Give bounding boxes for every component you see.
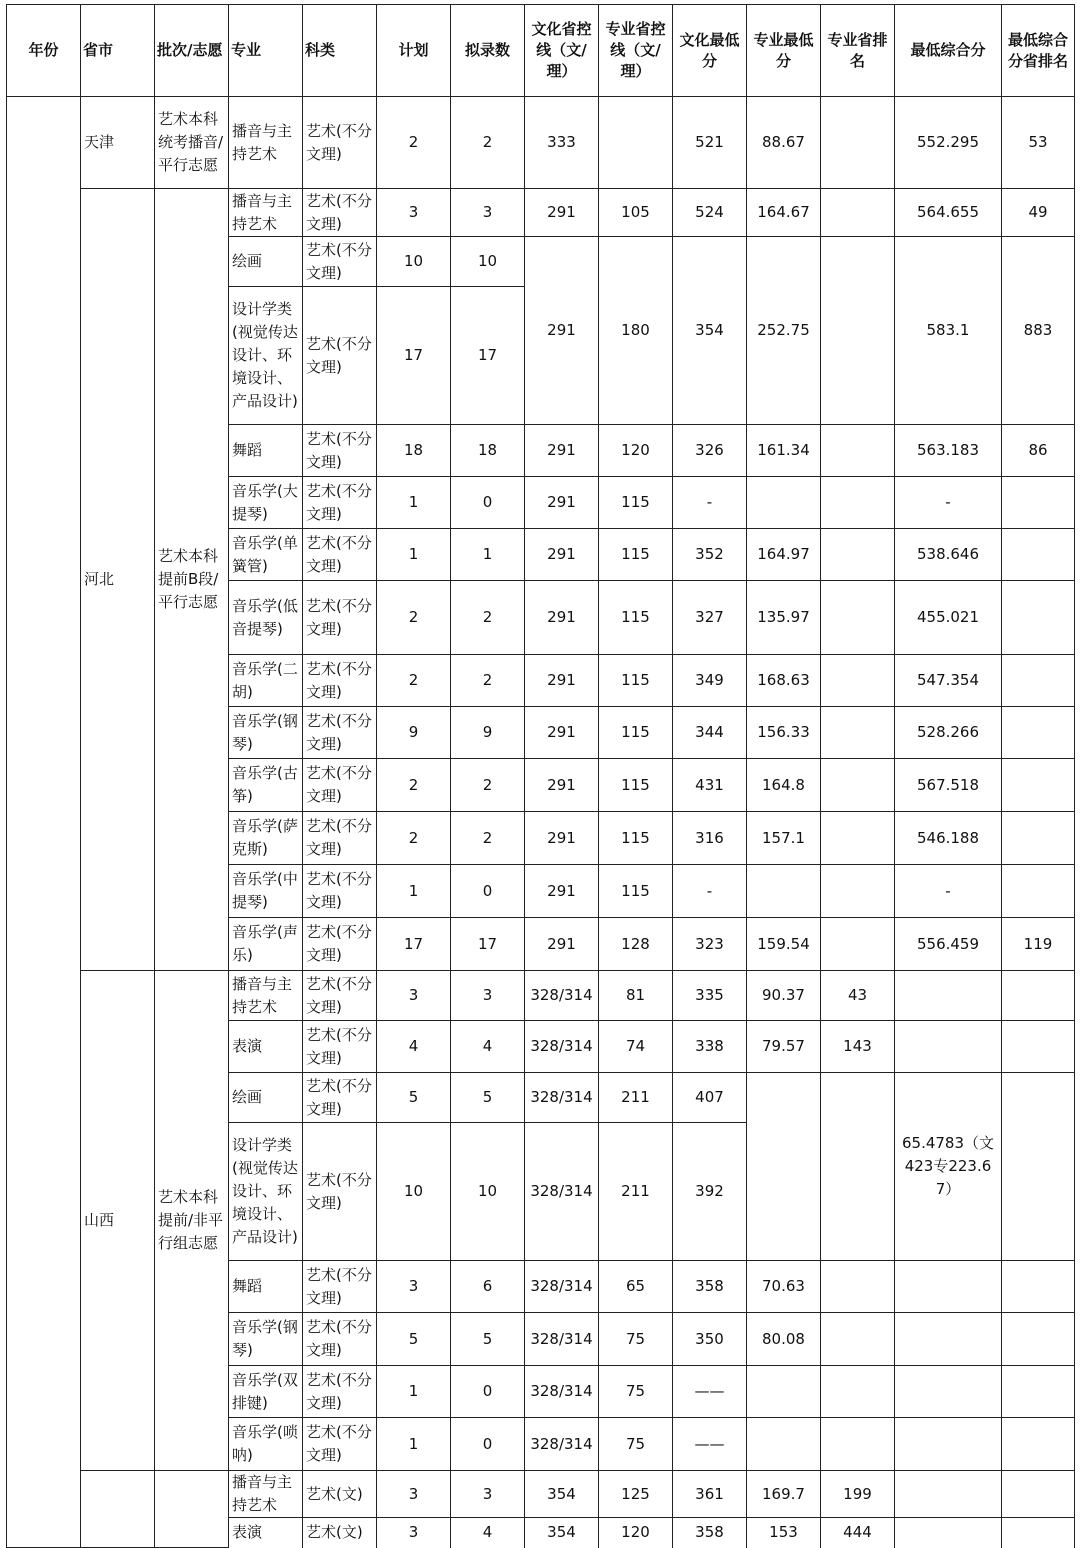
plan-cell: 4 <box>377 1021 451 1073</box>
culture-control-cell: 291 <box>525 812 599 865</box>
major-control-cell: 115 <box>599 865 673 918</box>
major-min-cell: 164.8 <box>747 759 821 812</box>
header-plan: 计划 <box>377 5 451 97</box>
culture-min-cell: 323 <box>673 918 747 971</box>
major-cell: 播音与主持艺术 <box>229 97 303 189</box>
major-min-cell: 169.7 <box>747 1471 821 1518</box>
plan-cell: 2 <box>377 812 451 865</box>
culture-min-cell: 338 <box>673 1021 747 1073</box>
admitted-cell: 18 <box>451 425 525 477</box>
major-min-cell: 159.54 <box>747 918 821 971</box>
category-cell: 艺术(不分文理) <box>303 189 377 237</box>
major-cell: 播音与主持艺术 <box>229 189 303 237</box>
major-min-cell: 79.57 <box>747 1021 821 1073</box>
major-cell: 表演 <box>229 1518 303 1548</box>
category-cell: 艺术(不分文理) <box>303 97 377 189</box>
admitted-cell: 1 <box>451 529 525 581</box>
admitted-cell: 0 <box>451 477 525 529</box>
admitted-cell: 9 <box>451 707 525 759</box>
category-cell: 艺术(不分文理) <box>303 812 377 865</box>
total-rank-cell: 49 <box>1002 189 1075 237</box>
table-row <box>7 189 1075 237</box>
total-min-cell <box>895 1366 1002 1418</box>
major-control-cell: 105 <box>599 189 673 237</box>
major-cell: 音乐学(低音提琴) <box>229 581 303 655</box>
total-min-cell: 65.4783（文423专223.67） <box>895 1073 1002 1261</box>
major-rank-cell <box>821 477 895 529</box>
plan-cell: 2 <box>377 581 451 655</box>
major-control-cell: 75 <box>599 1366 673 1418</box>
major-cell: 表演 <box>229 1021 303 1073</box>
total-min-cell <box>895 1261 1002 1313</box>
total-rank-cell: 883 <box>1002 237 1075 425</box>
culture-control-cell: 291 <box>525 655 599 707</box>
plan-cell: 2 <box>377 759 451 812</box>
major-cell: 音乐学(古筝) <box>229 759 303 812</box>
culture-control-cell: 328/314 <box>525 1261 599 1313</box>
total-min-cell: 552.295 <box>895 97 1002 189</box>
category-cell: 艺术(不分文理) <box>303 425 377 477</box>
major-min-cell <box>747 1366 821 1418</box>
culture-min-cell: 431 <box>673 759 747 812</box>
major-rank-cell <box>821 707 895 759</box>
admitted-cell: 10 <box>451 237 525 287</box>
category-cell: 艺术(不分文理) <box>303 477 377 529</box>
culture-control-cell: 291 <box>525 529 599 581</box>
category-cell: 艺术(不分文理) <box>303 918 377 971</box>
major-min-cell <box>747 1073 821 1261</box>
admitted-cell: 0 <box>451 1366 525 1418</box>
total-rank-cell <box>1002 477 1075 529</box>
culture-min-cell: 327 <box>673 581 747 655</box>
header-total-min: 最低综合分 <box>895 5 1002 97</box>
category-cell: 艺术(不分文理) <box>303 1261 377 1313</box>
culture-control-cell: 291 <box>525 477 599 529</box>
total-min-cell: 563.183 <box>895 425 1002 477</box>
major-control-cell: 115 <box>599 812 673 865</box>
major-min-cell: 156.33 <box>747 707 821 759</box>
category-cell: 艺术(不分文理) <box>303 287 377 425</box>
admitted-cell: 10 <box>451 1123 525 1261</box>
total-rank-cell <box>1002 1073 1075 1261</box>
major-rank-cell: 199 <box>821 1471 895 1518</box>
plan-cell: 3 <box>377 971 451 1021</box>
plan-cell: 2 <box>377 655 451 707</box>
total-rank-cell <box>1002 1021 1075 1073</box>
admitted-cell: 0 <box>451 1418 525 1471</box>
culture-min-cell: 524 <box>673 189 747 237</box>
header-row <box>7 5 1075 97</box>
major-cell: 音乐学(中提琴) <box>229 865 303 918</box>
plan-cell: 1 <box>377 529 451 581</box>
total-rank-cell: 119 <box>1002 918 1075 971</box>
header-major: 专业 <box>229 5 303 97</box>
major-cell: 播音与主持艺术 <box>229 971 303 1021</box>
admitted-cell: 4 <box>451 1021 525 1073</box>
major-min-cell: 70.63 <box>747 1261 821 1313</box>
major-rank-cell <box>821 1313 895 1366</box>
culture-control-cell: 291 <box>525 581 599 655</box>
plan-cell: 3 <box>377 189 451 237</box>
culture-control-cell: 333 <box>525 97 599 189</box>
category-cell: 艺术(不分文理) <box>303 1073 377 1123</box>
major-min-cell: 161.34 <box>747 425 821 477</box>
category-cell: 艺术(文) <box>303 1518 377 1548</box>
major-cell: 音乐学(声乐) <box>229 918 303 971</box>
major-rank-cell <box>821 1418 895 1471</box>
admitted-cell: 5 <box>451 1073 525 1123</box>
total-min-cell: 546.188 <box>895 812 1002 865</box>
plan-cell: 2 <box>377 97 451 189</box>
major-rank-cell <box>821 812 895 865</box>
major-cell: 音乐学(单簧管) <box>229 529 303 581</box>
admission-score-table <box>6 4 1075 1548</box>
major-control-cell: 211 <box>599 1123 673 1261</box>
table-row <box>7 97 1075 189</box>
culture-min-cell: 407 <box>673 1073 747 1123</box>
major-min-cell: 135.97 <box>747 581 821 655</box>
plan-cell: 1 <box>377 1418 451 1471</box>
major-control-cell: 128 <box>599 918 673 971</box>
culture-control-cell: 328/314 <box>525 1313 599 1366</box>
major-control-cell: 115 <box>599 581 673 655</box>
header-major-rank: 专业省排名 <box>821 5 895 97</box>
culture-control-cell: 291 <box>525 918 599 971</box>
culture-min-cell: - <box>673 477 747 529</box>
major-control-cell: 120 <box>599 1518 673 1548</box>
header-major-min: 专业最低分 <box>747 5 821 97</box>
header-culture-control-line: 文化省控线（文/理） <box>525 5 599 97</box>
province-cell <box>81 1471 155 1548</box>
admitted-cell: 3 <box>451 1471 525 1518</box>
total-rank-cell <box>1002 812 1075 865</box>
culture-control-cell: 328/314 <box>525 1021 599 1073</box>
header-culture-min: 文化最低分 <box>673 5 747 97</box>
admitted-cell: 2 <box>451 581 525 655</box>
header-category: 科类 <box>303 5 377 97</box>
major-cell: 舞蹈 <box>229 1261 303 1313</box>
major-cell: 音乐学(二胡) <box>229 655 303 707</box>
major-cell: 音乐学(双排键) <box>229 1366 303 1418</box>
major-control-cell: 115 <box>599 759 673 812</box>
category-cell: 艺术(不分文理) <box>303 1418 377 1471</box>
major-cell: 播音与主持艺术 <box>229 1471 303 1518</box>
admitted-cell: 3 <box>451 189 525 237</box>
major-rank-cell <box>821 1073 895 1261</box>
header-admitted: 拟录数 <box>451 5 525 97</box>
total-rank-cell <box>1002 1366 1075 1418</box>
major-cell: 设计学类(视觉传达设计、环境设计、产品设计) <box>229 1123 303 1261</box>
culture-min-cell: 349 <box>673 655 747 707</box>
total-rank-cell <box>1002 529 1075 581</box>
culture-control-cell: 291 <box>525 237 599 425</box>
culture-min-cell: 335 <box>673 971 747 1021</box>
admitted-cell: 2 <box>451 759 525 812</box>
major-cell: 绘画 <box>229 1073 303 1123</box>
major-control-cell: 211 <box>599 1073 673 1123</box>
total-min-cell: 538.646 <box>895 529 1002 581</box>
plan-cell: 5 <box>377 1313 451 1366</box>
culture-min-cell: 361 <box>673 1471 747 1518</box>
major-min-cell: 164.97 <box>747 529 821 581</box>
major-control-cell: 180 <box>599 237 673 425</box>
major-rank-cell <box>821 529 895 581</box>
admitted-cell: 3 <box>451 971 525 1021</box>
culture-min-cell: 316 <box>673 812 747 865</box>
major-rank-cell <box>821 865 895 918</box>
major-cell: 音乐学(钢琴) <box>229 1313 303 1366</box>
major-rank-cell <box>821 918 895 971</box>
batch-cell: 艺术本科提前/非平行组志愿 <box>155 971 229 1471</box>
major-rank-cell <box>821 237 895 425</box>
category-cell: 艺术(不分文理) <box>303 581 377 655</box>
culture-control-cell: 354 <box>525 1518 599 1548</box>
total-min-cell <box>895 1418 1002 1471</box>
admitted-cell: 17 <box>451 287 525 425</box>
culture-control-cell: 328/314 <box>525 1123 599 1261</box>
major-control-cell <box>599 97 673 189</box>
total-rank-cell <box>1002 1418 1075 1471</box>
total-rank-cell <box>1002 1518 1075 1548</box>
total-min-cell: - <box>895 477 1002 529</box>
major-control-cell: 125 <box>599 1471 673 1518</box>
plan-cell: 3 <box>377 1261 451 1313</box>
major-rank-cell <box>821 581 895 655</box>
total-rank-cell <box>1002 971 1075 1021</box>
total-rank-cell <box>1002 865 1075 918</box>
category-cell: 艺术(不分文理) <box>303 759 377 812</box>
header-batch: 批次/志愿 <box>155 5 229 97</box>
total-min-cell <box>895 971 1002 1021</box>
admitted-cell: 2 <box>451 812 525 865</box>
total-rank-cell <box>1002 655 1075 707</box>
culture-control-cell: 328/314 <box>525 971 599 1021</box>
province-cell: 河北 <box>81 189 155 971</box>
major-cell: 音乐学(唢呐) <box>229 1418 303 1471</box>
total-min-cell: 455.021 <box>895 581 1002 655</box>
major-rank-cell <box>821 425 895 477</box>
admitted-cell: 2 <box>451 655 525 707</box>
major-control-cell: 115 <box>599 707 673 759</box>
culture-min-cell: 354 <box>673 237 747 425</box>
culture-control-cell: 291 <box>525 707 599 759</box>
province-cell: 天津 <box>81 97 155 189</box>
major-control-cell: 65 <box>599 1261 673 1313</box>
total-rank-cell <box>1002 759 1075 812</box>
total-rank-cell: 86 <box>1002 425 1075 477</box>
total-min-cell: 567.518 <box>895 759 1002 812</box>
culture-min-cell: 352 <box>673 529 747 581</box>
plan-cell: 1 <box>377 865 451 918</box>
category-cell: 艺术(文) <box>303 1471 377 1518</box>
major-min-cell <box>747 1418 821 1471</box>
total-min-cell <box>895 1518 1002 1548</box>
major-min-cell: 157.1 <box>747 812 821 865</box>
culture-control-cell: 328/314 <box>525 1073 599 1123</box>
culture-min-cell: 344 <box>673 707 747 759</box>
major-rank-cell: 444 <box>821 1518 895 1548</box>
major-min-cell: 252.75 <box>747 237 821 425</box>
category-cell: 艺术(不分文理) <box>303 971 377 1021</box>
total-rank-cell <box>1002 1471 1075 1518</box>
major-control-cell: 75 <box>599 1313 673 1366</box>
culture-min-cell: 350 <box>673 1313 747 1366</box>
major-rank-cell <box>821 1261 895 1313</box>
culture-min-cell: 358 <box>673 1261 747 1313</box>
category-cell: 艺术(不分文理) <box>303 529 377 581</box>
batch-cell: 艺术本科提前B段/平行志愿 <box>155 189 229 971</box>
culture-min-cell: 521 <box>673 97 747 189</box>
major-control-cell: 74 <box>599 1021 673 1073</box>
admitted-cell: 6 <box>451 1261 525 1313</box>
major-cell: 音乐学(大提琴) <box>229 477 303 529</box>
culture-min-cell: —— <box>673 1366 747 1418</box>
major-min-cell: 88.67 <box>747 97 821 189</box>
admitted-cell: 4 <box>451 1518 525 1548</box>
major-control-cell: 115 <box>599 529 673 581</box>
major-min-cell <box>747 865 821 918</box>
total-min-cell: 528.266 <box>895 707 1002 759</box>
province-cell: 山西 <box>81 971 155 1471</box>
plan-cell: 3 <box>377 1518 451 1548</box>
major-min-cell: 164.67 <box>747 189 821 237</box>
major-rank-cell: 43 <box>821 971 895 1021</box>
total-min-cell: 583.1 <box>895 237 1002 425</box>
major-min-cell: 153 <box>747 1518 821 1548</box>
total-min-cell <box>895 1021 1002 1073</box>
major-min-cell: 90.37 <box>747 971 821 1021</box>
plan-cell: 1 <box>377 477 451 529</box>
total-rank-cell <box>1002 581 1075 655</box>
header-total-rank: 最低综合分省排名 <box>1002 5 1075 97</box>
batch-cell <box>155 1471 229 1548</box>
major-min-cell: 168.63 <box>747 655 821 707</box>
total-min-cell: 547.354 <box>895 655 1002 707</box>
total-rank-cell <box>1002 707 1075 759</box>
category-cell: 艺术(不分文理) <box>303 237 377 287</box>
total-min-cell: - <box>895 865 1002 918</box>
major-cell: 音乐学(萨克斯) <box>229 812 303 865</box>
plan-cell: 17 <box>377 287 451 425</box>
category-cell: 艺术(不分文理) <box>303 1021 377 1073</box>
culture-min-cell: —— <box>673 1418 747 1471</box>
major-rank-cell <box>821 97 895 189</box>
total-min-cell: 564.655 <box>895 189 1002 237</box>
header-major-control-line: 专业省控线（文/理） <box>599 5 673 97</box>
plan-cell: 5 <box>377 1073 451 1123</box>
category-cell: 艺术(不分文理) <box>303 655 377 707</box>
major-control-cell: 115 <box>599 655 673 707</box>
total-min-cell <box>895 1471 1002 1518</box>
plan-cell: 10 <box>377 237 451 287</box>
major-rank-cell <box>821 759 895 812</box>
header-year: 年份 <box>7 5 81 97</box>
table-row <box>7 971 1075 1021</box>
admitted-cell: 17 <box>451 918 525 971</box>
culture-min-cell: - <box>673 865 747 918</box>
major-control-cell: 81 <box>599 971 673 1021</box>
plan-cell: 9 <box>377 707 451 759</box>
major-cell: 绘画 <box>229 237 303 287</box>
major-rank-cell: 143 <box>821 1021 895 1073</box>
category-cell: 艺术(不分文理) <box>303 1313 377 1366</box>
major-rank-cell <box>821 189 895 237</box>
culture-min-cell: 392 <box>673 1123 747 1261</box>
table-row <box>7 1471 1075 1518</box>
major-cell: 音乐学(钢琴) <box>229 707 303 759</box>
category-cell: 艺术(不分文理) <box>303 865 377 918</box>
major-control-cell: 75 <box>599 1418 673 1471</box>
culture-control-cell: 291 <box>525 425 599 477</box>
header-province: 省市 <box>81 5 155 97</box>
admitted-cell: 0 <box>451 865 525 918</box>
culture-control-cell: 328/314 <box>525 1366 599 1418</box>
major-control-cell: 120 <box>599 425 673 477</box>
year-cell <box>7 97 81 1548</box>
plan-cell: 17 <box>377 918 451 971</box>
total-min-cell: 556.459 <box>895 918 1002 971</box>
category-cell: 艺术(不分文理) <box>303 1123 377 1261</box>
plan-cell: 18 <box>377 425 451 477</box>
batch-cell: 艺术本科统考播音/平行志愿 <box>155 97 229 189</box>
major-cell: 舞蹈 <box>229 425 303 477</box>
major-min-cell <box>747 477 821 529</box>
total-rank-cell <box>1002 1313 1075 1366</box>
culture-control-cell: 291 <box>525 189 599 237</box>
culture-min-cell: 326 <box>673 425 747 477</box>
admitted-cell: 2 <box>451 97 525 189</box>
total-min-cell <box>895 1313 1002 1366</box>
total-rank-cell: 53 <box>1002 97 1075 189</box>
culture-control-cell: 291 <box>525 865 599 918</box>
major-min-cell: 80.08 <box>747 1313 821 1366</box>
plan-cell: 3 <box>377 1471 451 1518</box>
major-control-cell: 115 <box>599 477 673 529</box>
culture-control-cell: 328/314 <box>525 1418 599 1471</box>
major-cell: 设计学类(视觉传达设计、环境设计、产品设计) <box>229 287 303 425</box>
plan-cell: 1 <box>377 1366 451 1418</box>
major-rank-cell <box>821 1366 895 1418</box>
culture-control-cell: 291 <box>525 759 599 812</box>
culture-control-cell: 354 <box>525 1471 599 1518</box>
plan-cell: 10 <box>377 1123 451 1261</box>
admitted-cell: 5 <box>451 1313 525 1366</box>
culture-min-cell: 358 <box>673 1518 747 1548</box>
total-rank-cell <box>1002 1261 1075 1313</box>
category-cell: 艺术(不分文理) <box>303 1366 377 1418</box>
major-rank-cell <box>821 655 895 707</box>
category-cell: 艺术(不分文理) <box>303 707 377 759</box>
